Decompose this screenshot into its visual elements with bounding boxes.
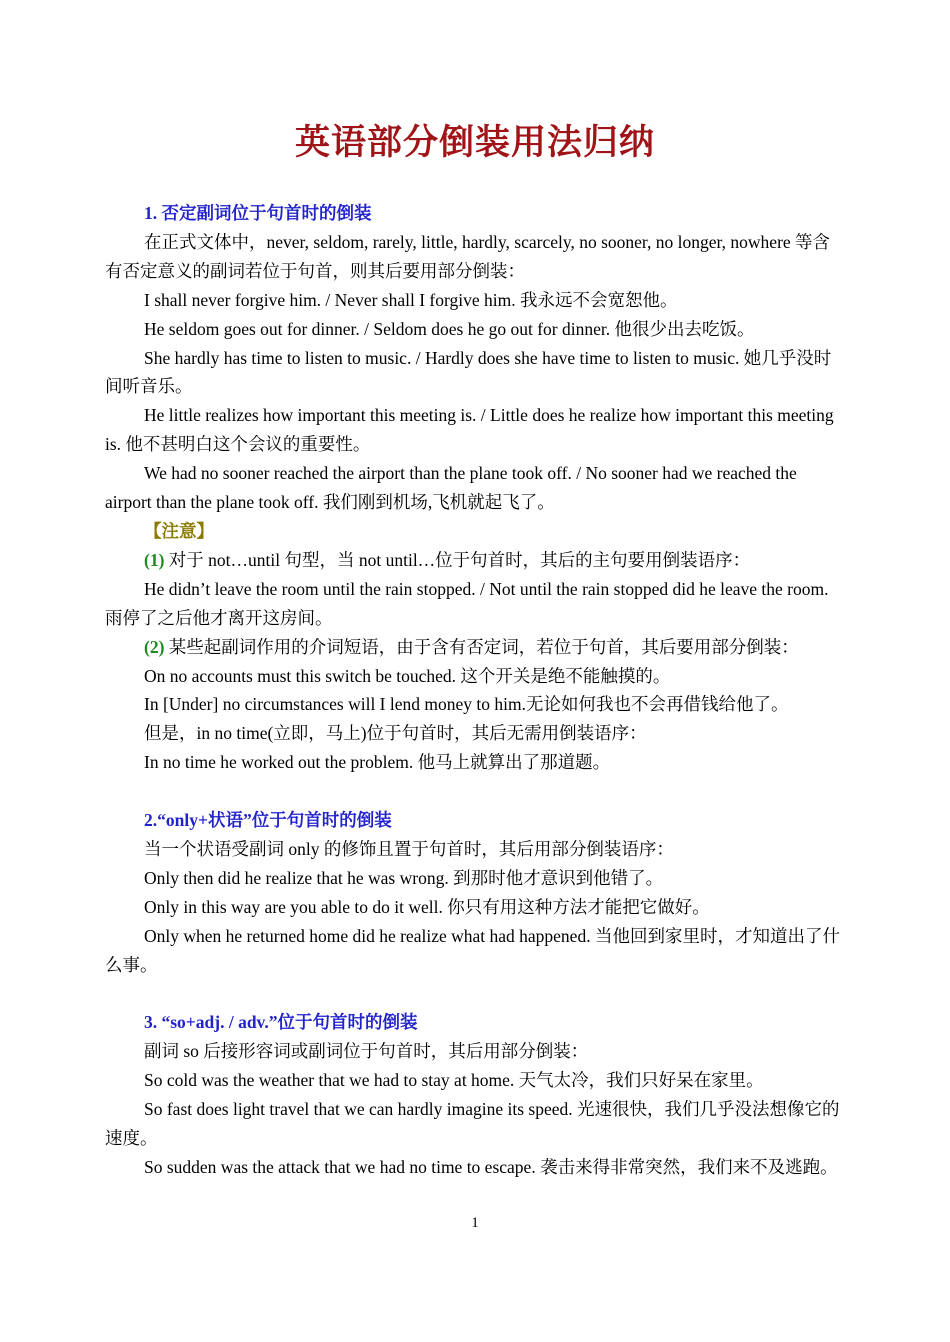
section-3-example-3: So sudden was the attack that we had no time to escape. 袭击来得非常突然，我们来不及逃跑。 [144, 1156, 838, 1177]
section-2-example-2: Only in this way are you able to do it well. 你只有用这种方法才能把它做好。 [144, 896, 710, 917]
section-1-example-3: She hardly has time to listen to music. / Hardly does she have time to listen to music. 她几乎没时间听音乐。 [105, 347, 832, 397]
section-2-example-1: Only then did he realize that he was wrong. 到那时他才意识到他错了。 [144, 867, 664, 888]
section-2-intro: 当一个状语受副词 only 的修饰且置于句首时，其后用部分倒装语序： [144, 838, 674, 859]
note-point-2-example-2: In [Under] no circumstances will I lend money to him.无论如何我也不会再借钱给他了。 [144, 694, 789, 715]
section-3-intro: 副词 so 后接形容词或副词位于句首时，其后用部分倒装： [144, 1041, 589, 1062]
note-point-2-marker: (2) [144, 636, 165, 657]
note-point-1-text: 对于 not…until 句型，当 not until…位于句首时，其后的主句要用倒装语序： [164, 549, 751, 570]
section-1-example-4: He little realizes how important this meeting is. / Little does he realize how important this meeting is. 他不甚明白这个会议的重要性。 [105, 405, 834, 455]
section-3-example-1: So cold was the weather that we had to stay at home. 天气太冷，我们只好呆在家里。 [144, 1070, 764, 1091]
exception-text: 但是，in no time(立即，马上)位于句首时，其后无需用倒装语序： [144, 723, 647, 744]
note-point-2-text: 某些起副词作用的介词短语，由于含有否定词，若位于句首，其后要用部分倒装： [164, 636, 799, 657]
section-3-example-2: So fast does light travel that we can hardly imagine its speed. 光速很快，我们几乎没法想像它的速度。 [105, 1099, 840, 1148]
page-number: 1 [471, 1215, 479, 1231]
section-1-example-5: We had no sooner reached the airport than the plane took off. / No sooner had we reached the airport than the plane took off. 我们刚到机场,飞机就起飞了。 [105, 463, 797, 513]
section-2-example-3: Only when he returned home did he realize what had happened. 当他回到家里时，才知道出了什么事。 [105, 925, 840, 975]
note-point-1-marker: (1) [144, 549, 165, 570]
document-body [105, 199, 847, 1182]
section-spacer [105, 777, 847, 806]
document-title: 英语部分倒装用法归纳 [294, 123, 655, 162]
note-point-1 [105, 546, 847, 575]
note-point-1-example: He didn’t leave the room until the rain stopped. / Not until the rain stopped did he leave the room. 雨停了之后他才离开这房间。 [105, 578, 829, 628]
section-3-heading: 3. “so+adj. / adv.”位于句首时的倒装 [144, 1012, 418, 1033]
section-spacer [105, 979, 847, 1008]
section-1-intro: 在正式文体中，never, seldom, rarely, little, hardly, scarcely, no sooner, no longer, nowhere 等含有否定意义的副词若位于句首，则其后要用部分倒装： [105, 231, 831, 281]
section-1-example-2: He seldom goes out for dinner. / Seldom does he go out for dinner. 他很少出去吃饭。 [144, 318, 755, 339]
section-2-heading: 2.“only+状语”位于句首时的倒装 [144, 810, 392, 831]
note-point-2 [105, 633, 847, 662]
section-1-heading: 1. 否定副词位于句首时的倒装 [144, 203, 372, 223]
section-1-example-1: I shall never forgive him. / Never shall I forgive him. 我永远不会宽恕他。 [144, 289, 678, 310]
note-point-2-example-1: On no accounts must this switch be touched. 这个开关是绝不能触摸的。 [144, 665, 671, 686]
exception-example: In no time he worked out the problem. 他马上就算出了那道题。 [144, 752, 611, 773]
note-label: 【注意】 [144, 520, 214, 541]
